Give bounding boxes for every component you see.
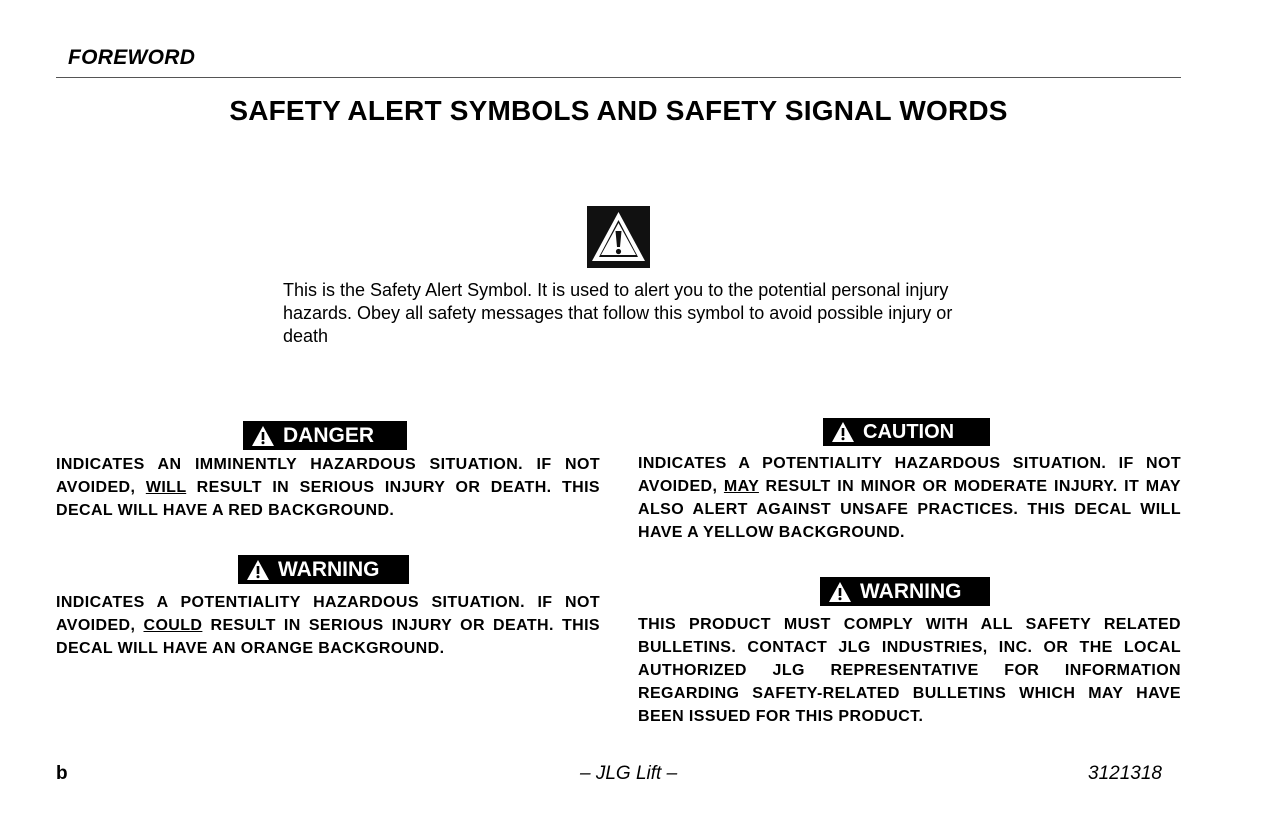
warning-emphasis: COULD [143, 617, 203, 634]
safety-alert-symbol [587, 206, 650, 268]
danger-description [56, 453, 600, 522]
caution-text-before: INDICATES A POTENTIALITY HAZARDOUS SITUATION. IF NOT AVOIDED, [638, 455, 1181, 495]
caution-description [638, 452, 1181, 544]
danger-label: DANGER [283, 423, 375, 447]
warning-triangle-icon [246, 559, 270, 581]
caution-emphasis: MAY [723, 478, 759, 495]
danger-badge [243, 421, 407, 450]
header-divider [56, 77, 1181, 78]
warning-label: WARNING [278, 557, 380, 581]
warning-triangle-icon [587, 206, 650, 268]
warning-text-after: RESULT IN SERIOUS INJURY OR DEATH. THIS DECAL WILL HAVE AN ORANGE BACKGROUND. [56, 617, 600, 657]
warning-badge [238, 555, 409, 584]
page-title: SAFETY ALERT SYMBOLS AND SAFETY SIGNAL WORDS [229, 95, 1008, 126]
section-header: FOREWORD [68, 46, 196, 69]
caution-text-after: RESULT IN MINOR OR MODERATE INJURY. IT MAY ALSO ALERT AGAINST UNSAFE PRACTICES. THIS DECAL WILL HAVE A YELLOW BACKGROUND. [638, 478, 1181, 541]
warning-text-before: INDICATES A POTENTIALITY HAZARDOUS SITUATION. IF NOT AVOIDED, [56, 594, 600, 634]
danger-text-before: INDICATES AN IMMINENTLY HAZARDOUS SITUATION. IF NOT AVOIDED, [56, 456, 600, 496]
document-number: 3121318 [1088, 763, 1162, 784]
caution-label: CAUTION [863, 420, 955, 443]
alert-symbol-description: This is the Safety Alert Symbol. It is used to alert you to the potential personal injury hazards. Obey all safety messages that follow this symbol to avoid possible injury or death [283, 280, 953, 346]
bulletin-warning-description: THIS PRODUCT MUST COMPLY WITH ALL SAFETY RELATED BULLETINS. CONTACT JLG INDUSTRIES, INC. OR THE LOCAL AUTHORIZED JLG REPRESENTATIVE FOR INFORMATION REGARDING SAFETY-RELATED BULLETINS WHICH MAY HAVE BEEN ISSUED FOR THIS PRODUCT. [638, 616, 1181, 725]
warning-triangle-icon [831, 421, 855, 443]
caution-badge [823, 418, 990, 446]
footer-publisher: – JLG Lift – [580, 763, 678, 784]
warning-triangle-icon [251, 425, 275, 447]
bulletin-warning-badge [820, 577, 990, 606]
bulletin-warning-label: WARNING [860, 579, 962, 603]
warning-triangle-icon [828, 581, 852, 603]
page-number: b [56, 763, 68, 784]
warning-description [56, 591, 600, 660]
danger-text-after: RESULT IN SERIOUS INJURY OR DEATH. THIS DECAL WILL HAVE A RED BACKGROUND. [56, 479, 600, 519]
danger-emphasis: WILL [145, 479, 187, 496]
